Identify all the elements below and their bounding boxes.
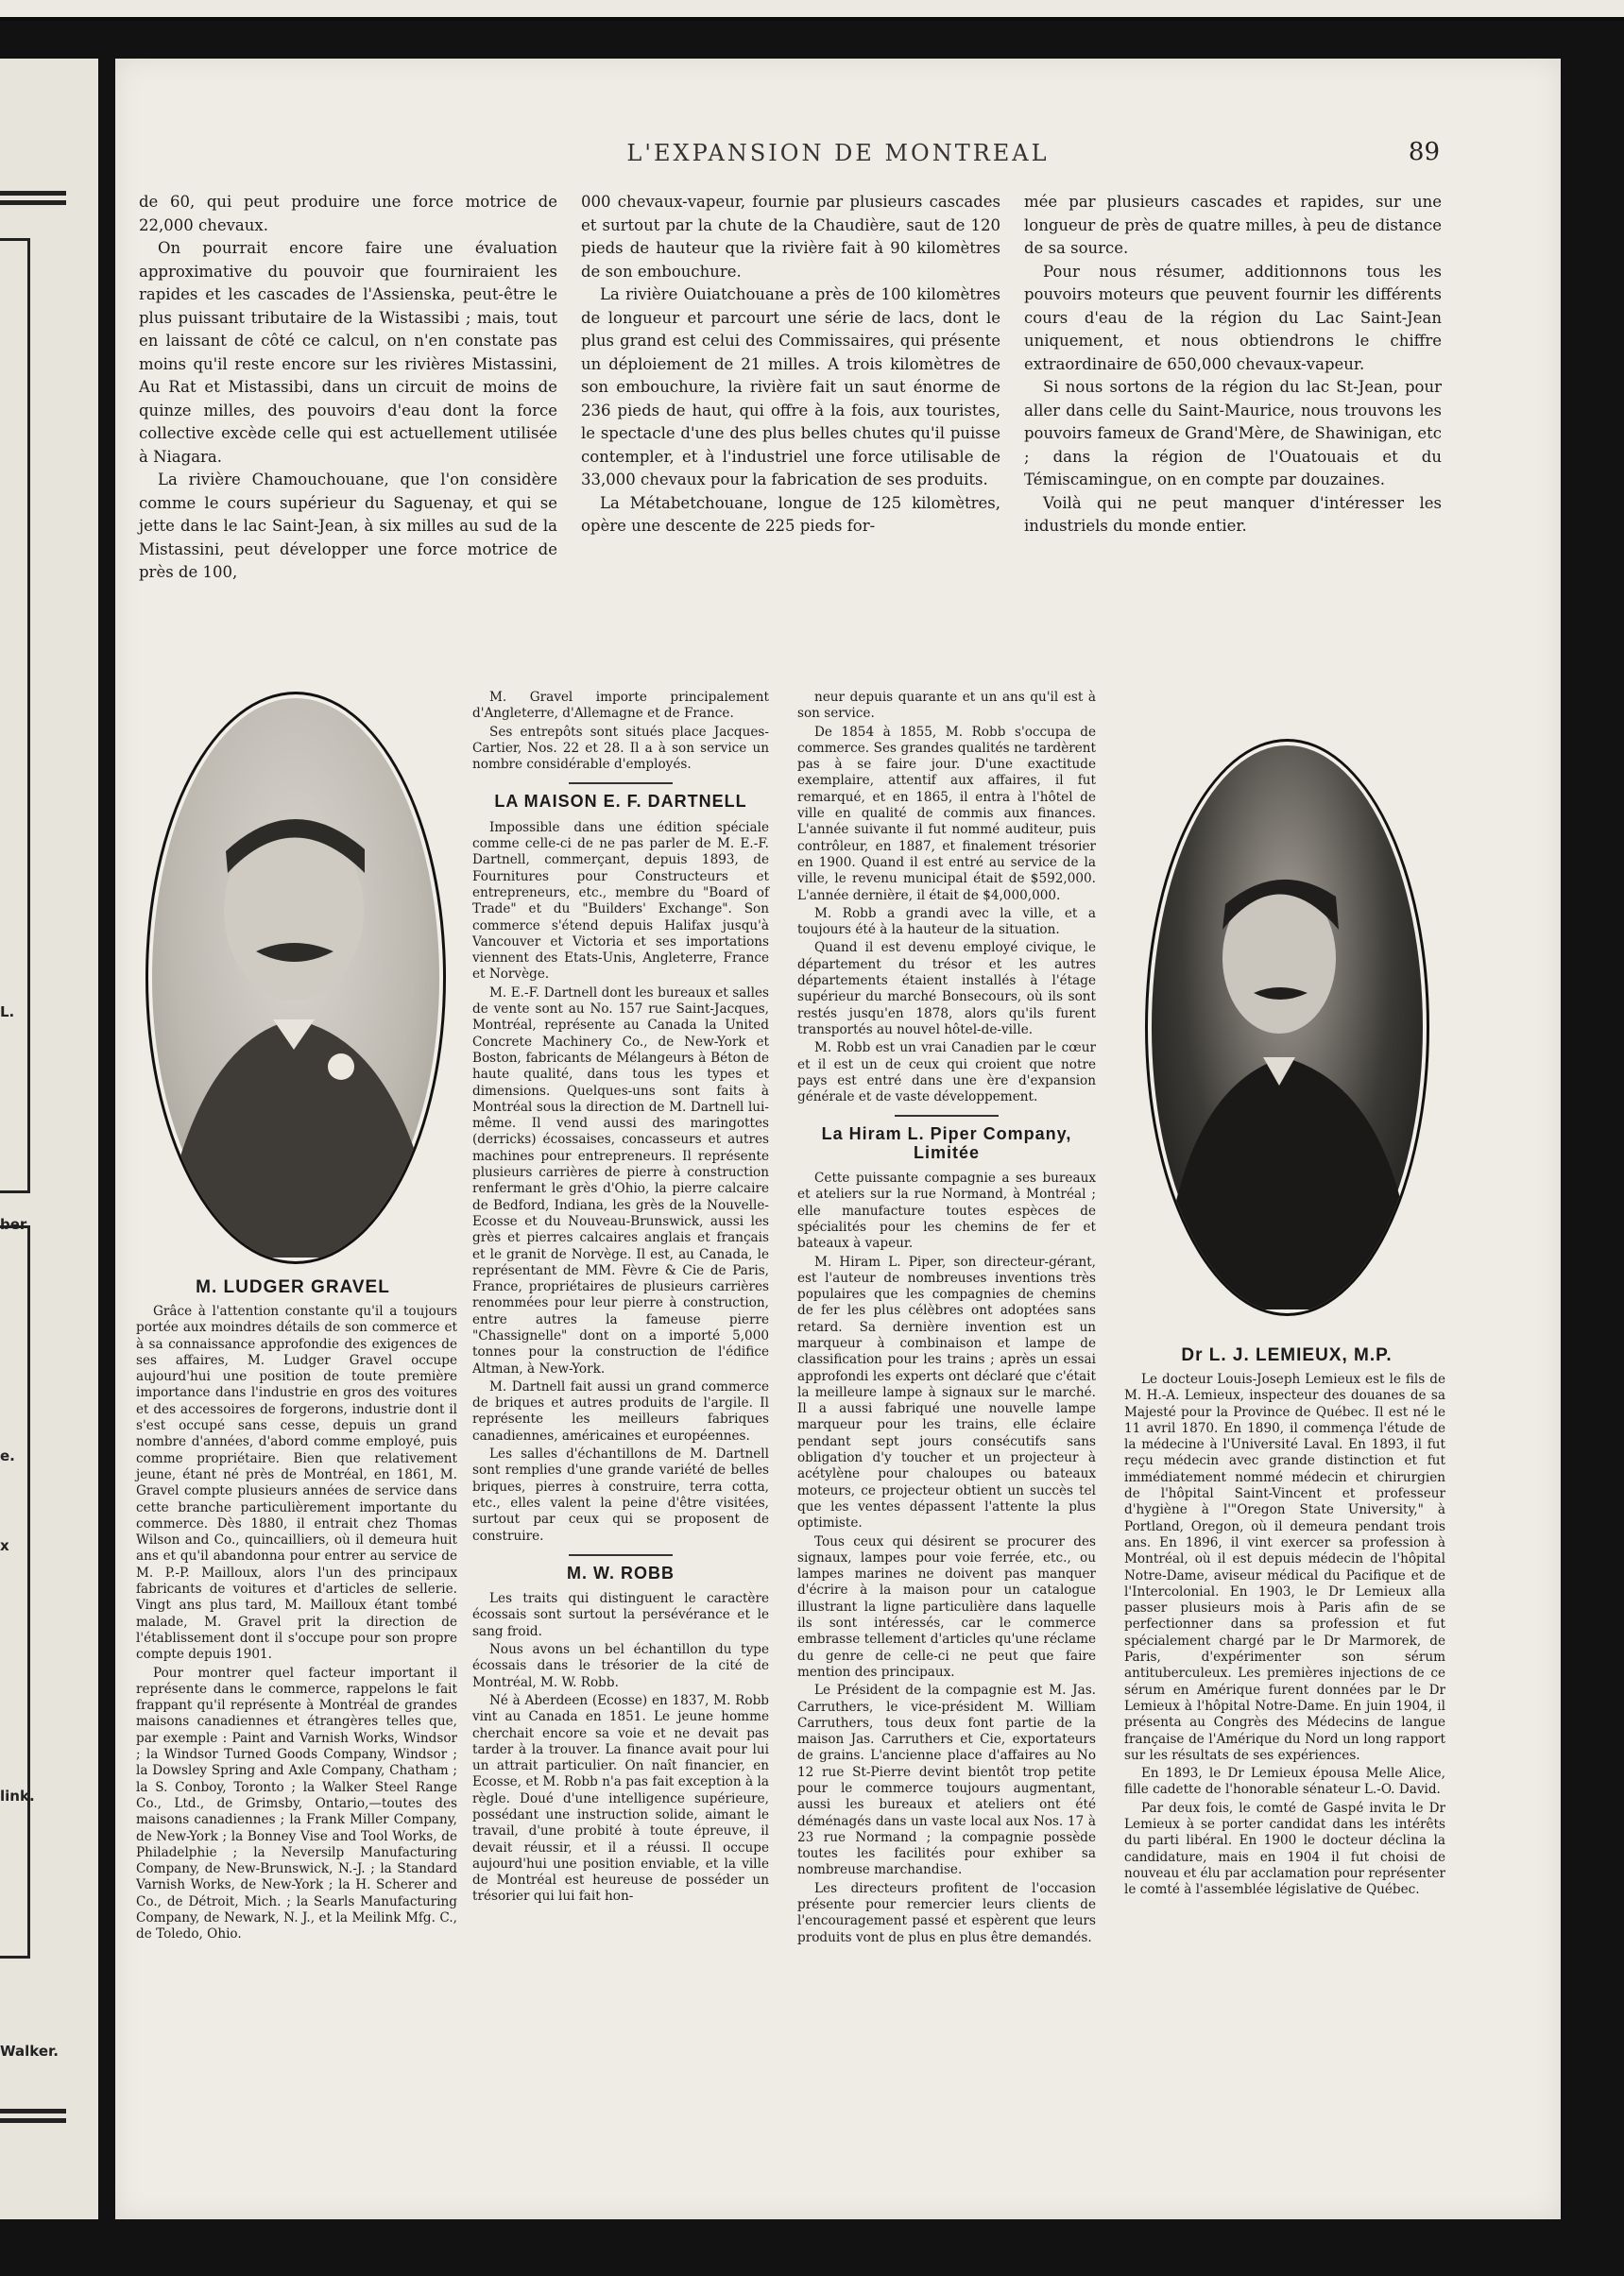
paragraph: M. Robb est un vrai Canadien par le cœur et il est un de ceux qui croient que notre pays est entré dans une ère d'expansion générale et de vaste développement. [797, 1040, 1096, 1105]
left-page-fragment: x [0, 1537, 9, 1554]
paragraph: de 60, qui peut produire une force motrice de 22,000 chevaux. [139, 193, 557, 234]
paragraph: M. Robb a grandi avec la ville, et a toujours été à la hauteur de la situation. [797, 905, 1096, 938]
left-page-fragment: e. [0, 1447, 15, 1464]
left-page-fragment: L. [0, 1003, 15, 1020]
caption-lemieux: Dr L. J. LEMIEUX, M.P. [1181, 1345, 1393, 1365]
left-page-rule [0, 191, 66, 196]
paragraph: M. Gravel importe principalement d'Angleterre, d'Allemagne et de France. [472, 690, 769, 722]
top-column-2 [581, 191, 1000, 539]
paragraph: M. E.-F. Dartnell dont les bureaux et salles de vente sont au No. 157 rue Saint-Jacques, Montréal, représente au Canada la United Concrete Machinery Co., de New-York et Boston, fabricants de Mélangeurs à Béton de haute qualité, dans tous les types et dimensions. Quelques-uns sont faits à Montréal sous la direction de M. Dartnell lui-même. Il vend aussi des maringottes (derricks) écossaises, concasseurs et autres machines pour entrepreneurs. Il représente plusieurs carrières de pierre à construction renfermant le grès d'Ohio, la pierre calcaire de Bedford, Indiana, les grès de la Nouvelle-Ecosse et du Nouveau-Brunswick, aussi les grès et pierres calcaires anglais et français et le granit de Norvège. Il est, au Canada, le représentant de MM. Fèvre & Cie de Paris, France, propriétaires de plusieurs carrières renommées pour leur pierre à construction, entre autres la fameuse pierre "Chassignelle" dont on a importé 5,000 tonnes pour la construction de l'édifice Altman, à New-York. [472, 984, 769, 1377]
gravel-article [136, 1304, 457, 1945]
paragraph: Nous avons un bel échantillon du type écossais dans le trésorier de la cité de Montréal, M. W. Robb. [472, 1642, 769, 1690]
portrait-silhouette [152, 698, 439, 1258]
paragraph: Quand il est devenu employé civique, le département du trésor et les autres départements étaient installés à l'étage supérieur du marché Bonsecours, où ils sont restés jusqu'en 1878, alors qu'ils furent transportés au nouvel hôtel-de-ville. [797, 940, 1096, 1037]
adjacent-left-page [0, 59, 98, 2219]
paragraph: Les traits qui distinguent le caractère écossais sont surtout la persévérance et le sang froid. [472, 1591, 769, 1639]
left-page-rule [0, 2118, 66, 2123]
separator [569, 1554, 673, 1556]
paragraph: M. Hiram L. Piper, son directeur-gérant, est l'auteur de nombreuses inventions très populaires que les compagnies de chemins de fer les plus célèbres ont adoptées sans retard. Sa dernière invention est un marqueur à combinaison et lampe de classification pour les trains ; après un essai approfondi les experts ont déclaré que c'était la meilleure lampe à signaux sur le marché. Il a aussi fabriqué une nouvelle lampe marqueur pour les trains, elle éclaire pendant sept jours consécutifs sans obligation d'y toucher et un projecteur à acétylène pour chaloupes ou bateaux moteurs, ce projecteur obtient un succès tel que les ventes dépassent l'attente la plus optimiste. [797, 1254, 1096, 1532]
heading-piper-sub: Limitée [913, 1142, 981, 1162]
top-column-3 [1024, 191, 1442, 539]
heading-robb: M. W. ROBB [567, 1563, 675, 1583]
left-page-fragment: ber [0, 1216, 27, 1233]
paragraph: Impossible dans une édition spéciale comme celle-ci de ne pas parler de M. E.-F. Dartnell, commerçant, depuis 1893, de Fournitures pour Constructeurs et entrepreneurs, etc., membre du "Board of Trade" et du "Builders' Exchange". Son commerce s'étend depuis Halifax jusqu'à Vancouver et Victoria et ses importations viennent des Etats-Unis, Angleterre, France et Norvège. [472, 819, 769, 983]
heading-piper: La Hiram L. Piper Company, [821, 1124, 1072, 1144]
left-page-ad-box [0, 1225, 30, 1959]
paragraph: Pour montrer quel facteur important il représente dans le commerce, rappelons le fait frappant qu'il représente à Montréal de grandes maisons canadiennes et étrangères telles que, par exemple : Paint and Varnish Works, Windsor ; la Windsor Turned Goods Company, Windsor ; la Dowsley Spring and Axle Company, Chatham ; la S. Conboy, Toronto ; la Walker Steel Range Co., Ltd., de Grimsby, Ontario,—toutes des maisons canadiennes ; la Frank Miller Company, de New-York ; la Bonney Vise and Tool Works, de Philadelphie ; la Neversilp Manufacturing Company, de New-Brunswick, N.-J. ; la Standard Varnish Works, de New-York ; la H. Scherer and Co., de Détroit, Mich. ; la Searls Manufacturing Company, de Newark, N. J., et la Meilink Mfg. C., de Toledo, Ohio. [136, 1665, 457, 1942]
middle-column [472, 690, 769, 1908]
running-header: L'EXPANSION DE MONTREAL [626, 140, 1050, 166]
caption-gravel: M. LUDGER GRAVEL [196, 1277, 390, 1297]
paragraph: Le Président de la compagnie est M. Jas. Carruthers, le vice-président M. William Carruthers, tous deux font partie de la maison Jas. Carruthers et Cie, exportateurs de grains. L'ancienne place d'affaires au No 12 rue St-Pierre devint bientôt trop petite pour le commerce toujours augmentant, aussi les bureaux et ateliers ont été déménagés dans un vaste local aux Nos. 17 à 23 rue Normand ; la compagnie possède toutes les facilités pour exhiber sa nombreuse marchandise. [797, 1683, 1096, 1878]
paragraph: Voilà qui ne peut manquer d'intéresser les industriels du monde entier. [1024, 493, 1442, 535]
paragraph: mée par plusieurs cascades et rapides, sur une longueur de près de quatre milles, à peu de distance de sa source. [1024, 193, 1442, 257]
photo-area [152, 698, 439, 1258]
left-page-rule [0, 200, 66, 205]
paragraph: La Métabetchouane, longue de 125 kilomètres, opère une descente de 225 pieds for- [581, 493, 1000, 535]
paragraph: On pourrait encore faire une évaluation approximative du pouvoir que fourniraient les rapides et les cascades de l'Assienska, peut-être le plus puissant tributaire de la Wistassibi ; mais, tout en laissant de côté ce calcul, on n'en constate pas moins qu'il reste encore sur les rivières Mistassini, Au Rat et Mistassibi, dans un circuit de moins de quinze milles, des pouvoirs d'eau dont la force collective excède celle qui est actuellement utilisée à Niagara. [139, 239, 557, 466]
portrait-ludger-gravel [145, 692, 446, 1264]
paragraph: neur depuis quarante et un ans qu'il est à son service. [797, 690, 1096, 722]
paragraph: La rivière Chamouchouane, que l'on considère comme le cours supérieur du Saguenay, et qui se jette dans le lac Saint-Jean, à six milles au sud de la Mistassini, peut développer une force motrice de près de 100, [139, 471, 557, 581]
paragraph: En 1893, le Dr Lemieux épousa Melle Alice, fille cadette de l'honorable sénateur L.-O. David. [1124, 1766, 1445, 1798]
left-page-ad-box [0, 238, 30, 1193]
paragraph: Le docteur Louis-Joseph Lemieux est le fils de M. H.-A. Lemieux, inspecteur des douanes de sa Majesté pour la Province de Québec. Il est né le 11 avril 1870. En 1890, il commença l'étude de la médecine à l'Université Laval. En 1893, il fut reçu médecin avec grande distinction et fut immédiatement nommé médecin et chirurgien de l'hôpital Saint-Vincent et professeur d'hygiène à l'"Oregon State University," à Portland, Oregon, où il demeura pendant trois ans. En 1896, il vint exercer sa profession à Montréal, où il est depuis médecin de l'hôpital Notre-Dame, aviseur médical du Pacifique et de l'Intercolonial. En 1903, le Dr Lemieux alla passer plusieurs mois à Paris afin de se perfectionner dans sa profession et fut spécialement chargé par le Dr Marmorek, de Paris, d'expérimenter son sérum antituberculeux. Les premières injections de ce sérum en Amérique furent données par le Dr Lemieux à l'hôpital Notre-Dame. En juin 1904, il présenta au Congrès des Médecins de langue française de l'Amérique du Nord un long rapport sur les résultats de ses expériences. [1124, 1372, 1445, 1763]
page-number: 89 [1408, 138, 1440, 166]
paragraph: Par deux fois, le comté de Gaspé invita le Dr Lemieux à se porter candidat dans les intérêts du parti libéral. En 1900 le docteur déclina la candidature, mais en 1904 il fut choisi de nouveau et élu par acclamation pour représenter le comté à l'assemblée législative de Québec. [1124, 1800, 1445, 1898]
paragraph: Les directeurs profitent de l'occasion présente pour remercier leurs clients de l'encouragement passé et espèrent que leurs produits vont de plus en plus être demandés. [797, 1880, 1096, 1945]
previous-page-strip [0, 0, 1624, 17]
paragraph: Ses entrepôts sont situés place Jacques-Cartier, Nos. 22 et 28. Il a à son service un nombre considérable d'employés. [472, 724, 769, 773]
paragraph: M. Dartnell fait aussi un grand commerce de briques et autres produits de l'argile. Il représente les meilleurs fabriques canadiennes, américaines et européennes. [472, 1378, 769, 1444]
portrait-lemieux [1145, 739, 1429, 1316]
paragraph: Pour nous résumer, additionnons tous les pouvoirs moteurs que peuvent fournir les différents cours d'eau de la région du Lac Saint-Jean uniquement, et nous obtiendrons le chiffre extraordinaire de 650,000 chevaux-vapeur. [1024, 262, 1442, 373]
paragraph: De 1854 à 1855, M. Robb s'occupa de commerce. Ses grandes qualités ne tardèrent pas à se faire jour. D'une exactitude exemplaire, attentif aux affaires, il fut remarqué, et en 1865, il entra à l'hôtel de ville en qualité de commis aux finances. L'année suivante il fut nommé auditeur, puis contrôleur, en 1887, et finalement trésorier en 1900. Quand il est entré au service de la ville, le revenu municipal était de $592,000. L'année dernière, il était de $4,000,000. [797, 724, 1096, 903]
portrait-silhouette [1152, 745, 1423, 1309]
magazine-page [115, 59, 1561, 2219]
left-page-rule [0, 2109, 66, 2113]
top-column-1 [139, 191, 557, 585]
paragraph: Cette puissante compagnie a ses bureaux et ateliers sur la rue Normand, à Montréal ; elle manufacture toutes espèces de spécialités pour les chemins de fer et bateaux à vapeur. [797, 1171, 1096, 1252]
paragraph: Les salles d'échantillons de M. Dartnell sont remplies d'une grande variété de belles briques, pierres à construire, terra cotta, etc., elles valent la peine d'être visitées, surtout par ceux qui se proposent de construire. [472, 1446, 769, 1544]
paragraph: Né à Aberdeen (Ecosse) en 1837, M. Robb vint au Canada en 1851. Le jeune homme cherchait encore sa voie et ne devait pas tarder à la trouver. La finance avait pour lui un attrait particulier. On naît financier, en Ecosse, et M. Robb n'a pas fait exception à la règle. Doué d'une intelligence supérieure, possédant une instruction solide, aimant le travail, d'une probité à toute épreuve, il devait réussir, et il a réussi. Il occupe aujourd'hui une position enviable, et la ville de Montréal est heureuse de posséder un trésorier qui lui fait hon- [472, 1692, 769, 1905]
right-middle-column [797, 690, 1096, 1948]
paragraph: La rivière Ouiatchouane a près de 100 kilomètres de longueur et parcourt une série de lacs, dont le plus grand est celui des Commissaires, qui présente un déploiement de 21 milles. A trois kilomètres de son embouchure, la rivière fait un saut énorme de 236 pieds de haut, qui offre à la fois, aux touristes, le spectacle d'une des plus belles chutes qu'il puisse contempler, et à l'industriel une force utilisable de 33,000 chevaux pour la fabrication de ses produits. [581, 285, 1000, 488]
photo-area [1152, 745, 1423, 1309]
separator [895, 1115, 999, 1117]
heading-dartnell: LA MAISON E. F. DARTNELL [494, 792, 747, 812]
paragraph: Grâce à l'attention constante qu'il a toujours portée aux moindres détails de son commerce et à sa connaissance approfondie des exigences de ses affaires, M. Ludger Gravel occupe aujourd'hui une position de toute première importance dans l'industrie en gros des voitures et des accessoires de forgerons, industrie dont il s'est occupé sans cesse, depuis un grand nombre d'années, d'abord comme employé, puis comme propriétaire. Bien que relativement jeune, étant né près de Montréal, en 1861, M. Gravel compte plusieurs années de service dans cette branche particulièrement importante du commerce. Dès 1880, il entrait chez Thomas Wilson and Co., quincailliers, où il demeura huit ans et qu'il abandonna pour entrer au service de M. P.-P. Mailloux, alors l'un des principaux fabricants de voitures et d'articles de sellerie. Vingt ans plus tard, M. Mailloux étant tombé malade, M. Gravel prit la direction de l'établissement dont il s'occupe pour son propre compte depuis 1901. [136, 1304, 457, 1663]
left-page-fragment: Walker. [0, 2043, 59, 2060]
paragraph: 000 chevaux-vapeur, fournie par plusieurs cascades et surtout par la chute de la Chaudière, saut de 120 pieds de hauteur que la rivière fait à 90 kilomètres de son embouchure. [581, 193, 1000, 281]
separator [569, 782, 673, 784]
paragraph: Tous ceux qui désirent se procurer des signaux, lampes pour voie ferrée, etc., ou lampes marines ne doivent pas manquer d'écrire à la maison pour un catalogue illustrant la ligne particulière dans laquelle ils sont intéressés, car le commerce embrasse tellement d'articles qu'une réclame du genre de celle-ci ne peut que faire mention des principaux. [797, 1533, 1096, 1680]
previous-page-rule [0, 17, 1624, 21]
lemieux-article [1124, 1372, 1445, 1901]
left-page-fragment: link. [0, 1788, 35, 1805]
paragraph: Si nous sortons de la région du lac St-Jean, pour aller dans celle du Saint-Maurice, nous trouvons les pouvoirs fameux de Grand'Mère, de Shawinigan, etc ; dans la région de l'Ouatouais et du Témiscamingue, on en compte par douzaines. [1024, 378, 1442, 488]
